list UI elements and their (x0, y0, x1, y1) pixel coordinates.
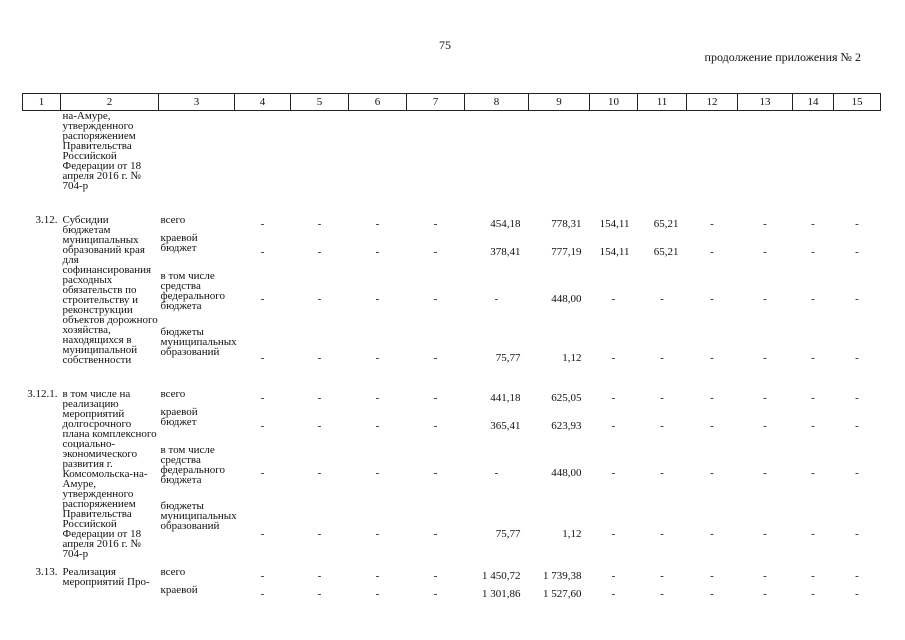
value-cell: 75,77 (495, 351, 521, 364)
value-cell: - (811, 569, 815, 582)
value-cell: - (710, 391, 714, 404)
value-cell: - (660, 419, 664, 432)
funding-source: бюджеты муниципальных образований (160, 499, 237, 532)
value-cell: - (260, 217, 265, 230)
value-cell: - (317, 351, 322, 364)
budget-table (22, 93, 881, 603)
value-cell: - (611, 466, 616, 479)
header-cell: 7 (407, 94, 465, 111)
value-cell: 65,21 (653, 245, 679, 258)
item-name: в том числе на реализацию мероприятий долгосрочного плана комплексного социально-экономического развития г. Комсомольска-на-Амуре, утвержденного распоряжением Правительства Российской Федерации от 18 апреля 2016 г. № 704-р (62, 387, 157, 560)
table-row (23, 389, 881, 407)
value-cell: - (811, 217, 815, 230)
funding-source: всего (160, 213, 186, 226)
value-cell: - (260, 391, 265, 404)
value-cell: - (611, 569, 616, 582)
value-cell: - (317, 292, 322, 305)
header-cell: 4 (235, 94, 291, 111)
value-cell: - (433, 569, 438, 582)
funding-source: всего (160, 387, 186, 400)
value-cell: - (763, 351, 767, 364)
value-cell: 441,18 (490, 391, 521, 404)
value-cell: - (375, 466, 380, 479)
value-cell: - (260, 245, 265, 258)
value-cell: - (710, 587, 714, 600)
continuation-label: продолжение приложения № 2 (704, 50, 861, 64)
value-cell: - (433, 292, 438, 305)
value-cell: - (763, 245, 767, 258)
value-cell: 778,31 (551, 217, 582, 230)
value-cell: - (611, 351, 616, 364)
value-cell: - (494, 466, 499, 479)
value-cell: 625,05 (551, 391, 582, 404)
value-cell: - (260, 587, 265, 600)
value-cell: - (660, 351, 664, 364)
value-cell: - (855, 419, 859, 432)
value-cell: - (763, 419, 767, 432)
value-cell: - (811, 466, 815, 479)
value-cell: - (660, 466, 664, 479)
header-cell: 9 (529, 94, 590, 111)
value-cell: - (375, 217, 380, 230)
value-cell: - (433, 245, 438, 258)
value-cell: - (433, 419, 438, 432)
value-cell: - (260, 419, 265, 432)
value-cell: - (375, 527, 380, 540)
value-cell: - (611, 292, 616, 305)
value-cell: - (710, 419, 714, 432)
value-cell: - (811, 391, 815, 404)
value-cell: - (611, 527, 616, 540)
header-cell: 2 (61, 94, 159, 111)
value-cell: - (433, 587, 438, 600)
item-index: 3.12. (35, 213, 58, 226)
value-cell: 1 739,38 (543, 569, 582, 582)
value-cell: - (433, 351, 438, 364)
header-cell: 8 (465, 94, 529, 111)
value-cell: - (317, 587, 322, 600)
value-cell: - (710, 217, 714, 230)
value-cell: - (433, 217, 438, 230)
table-row (23, 215, 881, 233)
value-cell: - (763, 292, 767, 305)
value-cell: - (611, 587, 616, 600)
carryover-row (23, 111, 881, 215)
value-cell: 154,11 (599, 245, 630, 258)
value-cell: - (811, 419, 815, 432)
value-cell: - (260, 292, 265, 305)
value-cell: - (763, 217, 767, 230)
value-cell: - (317, 419, 322, 432)
value-cell: 1 301,86 (482, 587, 521, 600)
value-cell: 1,12 (562, 527, 582, 540)
value-cell: - (317, 245, 322, 258)
value-cell: - (855, 466, 859, 479)
header-cell: 11 (638, 94, 687, 111)
value-cell: - (710, 527, 714, 540)
value-cell: - (260, 466, 265, 479)
value-cell: - (611, 419, 616, 432)
value-cell: 154,11 (599, 217, 630, 230)
value-cell: 1 450,72 (482, 569, 521, 582)
item-index: 3.13. (35, 565, 58, 578)
value-cell: - (494, 292, 499, 305)
item-name: Реализация мероприятий Про- (62, 565, 150, 588)
value-cell: - (375, 292, 380, 305)
value-cell: 1,12 (562, 351, 582, 364)
value-cell: - (763, 587, 767, 600)
header-cell: 14 (793, 94, 834, 111)
header-cell: 1 (23, 94, 61, 111)
value-cell: 448,00 (551, 466, 582, 479)
header-row (23, 94, 881, 111)
value-cell: - (710, 292, 714, 305)
value-cell: - (317, 569, 322, 582)
value-cell: - (811, 245, 815, 258)
value-cell: - (375, 587, 380, 600)
value-cell: - (260, 351, 265, 364)
value-cell: - (611, 391, 616, 404)
value-cell: - (855, 587, 859, 600)
funding-source: бюджеты муниципальных образований (160, 325, 237, 358)
value-cell: 623,93 (551, 419, 582, 432)
value-cell: - (433, 527, 438, 540)
funding-source: краевой бюджет (160, 405, 198, 428)
value-cell: - (763, 527, 767, 540)
page-number: 75 (439, 38, 451, 52)
value-cell: - (317, 527, 322, 540)
value-cell: - (855, 217, 859, 230)
header-cell: 3 (159, 94, 235, 111)
value-cell: - (811, 527, 815, 540)
value-cell: - (317, 217, 322, 230)
value-cell: - (660, 527, 664, 540)
value-cell: - (811, 587, 815, 600)
value-cell: - (710, 569, 714, 582)
value-cell: 448,00 (551, 292, 582, 305)
value-cell: - (811, 292, 815, 305)
value-cell: - (317, 466, 322, 479)
value-cell: - (375, 391, 380, 404)
value-cell: - (433, 391, 438, 404)
header-cell: 6 (349, 94, 407, 111)
item-name: на-Амуре, утвержденного распоряжением Правительства Российской Федерации от 18 апреля 2016 г. № 704-р (62, 110, 142, 192)
value-cell: - (433, 466, 438, 479)
value-cell: 65,21 (653, 217, 679, 230)
value-cell: - (260, 527, 265, 540)
value-cell: - (660, 391, 664, 404)
value-cell: - (855, 292, 859, 305)
funding-source: в том числе средства федерального бюджета (160, 269, 225, 312)
value-cell: - (763, 569, 767, 582)
value-cell: - (317, 391, 322, 404)
value-cell: 777,19 (551, 245, 582, 258)
value-cell: - (855, 351, 859, 364)
item-name: Субсидии бюджетам муниципальных образований края для софинансирования расходных обязательств по строительству и реконструкции объектов дорожного хозяйства, находящихся в муниципальной собственности (62, 213, 158, 366)
value-cell: - (763, 391, 767, 404)
funding-source: краевой (160, 583, 198, 596)
value-cell: - (260, 569, 265, 582)
value-cell: 378,41 (490, 245, 521, 258)
value-cell: - (855, 569, 859, 582)
value-cell: 1 527,60 (543, 587, 582, 600)
value-cell: - (710, 466, 714, 479)
value-cell: - (375, 419, 380, 432)
value-cell: - (660, 587, 664, 600)
funding-source: краевой бюджет (160, 231, 198, 254)
value-cell: - (710, 245, 714, 258)
header-cell: 15 (834, 94, 881, 111)
value-cell: - (660, 569, 664, 582)
header-cell: 10 (590, 94, 638, 111)
header-cell: 13 (738, 94, 793, 111)
table-row (23, 567, 881, 585)
funding-source: всего (160, 565, 186, 578)
value-cell: 75,77 (495, 527, 521, 540)
funding-source: в том числе средства федерального бюджета (160, 443, 225, 486)
value-cell: 454,18 (490, 217, 521, 230)
value-cell: - (811, 351, 815, 364)
value-cell: - (660, 292, 664, 305)
value-cell: - (763, 466, 767, 479)
value-cell: - (855, 527, 859, 540)
value-cell: - (375, 569, 380, 582)
item-index: 3.12.1. (27, 387, 58, 400)
value-cell: - (855, 245, 859, 258)
value-cell: 365,41 (490, 419, 521, 432)
value-cell: - (375, 245, 380, 258)
value-cell: - (855, 391, 859, 404)
header-cell: 12 (687, 94, 738, 111)
header-cell: 5 (291, 94, 349, 111)
value-cell: - (710, 351, 714, 364)
value-cell: - (375, 351, 380, 364)
